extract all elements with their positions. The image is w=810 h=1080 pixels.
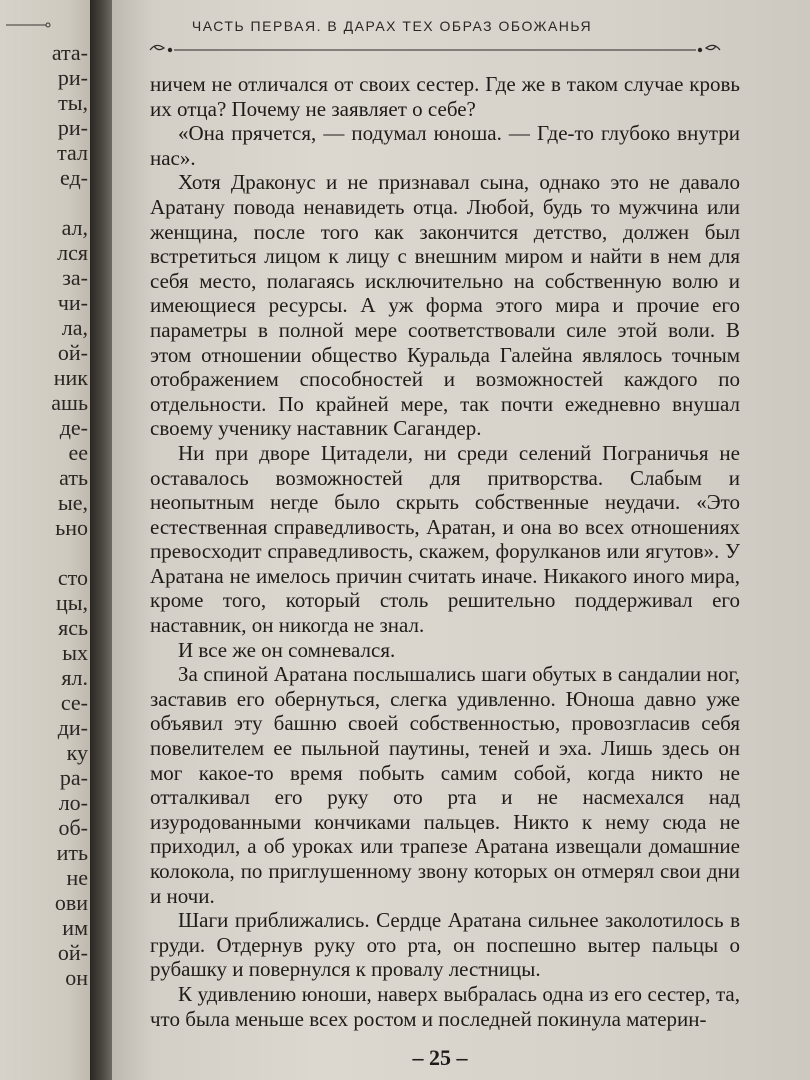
previous-page-line: не	[66, 865, 88, 890]
previous-page	[0, 0, 96, 1080]
previous-page-line: се-	[60, 690, 88, 715]
paragraph: Хотя Драконус и не признавал сына, однако это не давало Аратану повода ненавидеть отца. Любой, будь то мужчина или женщина, после того как закончится детство, должен был встретиться лицом к лицу с внешним миром и найти в нем для себя место, полагаясь исключительно на собственную волю и имеющиеся ресурсы. А уж форма этого мира и прочие его параметры в полной мере соответствовали силе этой воли. В этом отношении общество Куральда Галейна являлось точным отображением способностей и возможностей каждого по отдельности. По крайней мере, так почти ежедневно внушал своему ученику наставник Сагандер.	[150, 170, 740, 441]
previous-page-line: ови	[54, 890, 88, 915]
previous-page-line: ра-	[59, 765, 88, 790]
previous-page-line: ьно	[55, 515, 88, 540]
previous-page-line: ой-	[57, 940, 88, 965]
body-text	[150, 72, 740, 1031]
previous-page-line: за-	[62, 265, 88, 290]
previous-page-line: ее	[68, 440, 88, 465]
running-head: ЧАСТЬ ПЕРВАЯ. В ДАРАХ ТЕХ ОБРАЗ ОБОЖАНЬЯ	[191, 18, 593, 34]
previous-page-line: чи-	[57, 290, 88, 315]
previous-page-line: ясь	[58, 615, 88, 640]
paragraph: И все же он сомневался.	[178, 637, 396, 662]
previous-page-line: ри-	[57, 115, 88, 140]
previous-page-line: сто	[57, 565, 88, 590]
ornament-rule-icon	[140, 38, 730, 62]
previous-page-line: ри-	[57, 65, 88, 90]
previous-page-line: ать	[59, 465, 88, 490]
page-number: – 25 –	[412, 1045, 468, 1070]
previous-page-line: ата-	[51, 40, 88, 65]
previous-page-line: ди-	[57, 715, 88, 740]
previous-page-line: он	[65, 965, 88, 990]
previous-page-line: ло-	[58, 790, 88, 815]
ornament-left-icon	[6, 22, 52, 28]
previous-page-line: ник	[53, 365, 88, 390]
paragraph: Шаги приближались. Сердце Аратана сильнее заколотилось в груди. Отдернув руку ото рта, он поспешно вытер пальцы о рубашку и повернулся к провалу лестницы.	[150, 908, 740, 982]
paragraph: «Она прячется, — подумал юноша. — Где-то глубоко внутри нас».	[150, 121, 740, 170]
previous-page-line: де-	[59, 415, 88, 440]
previous-page-line: ял.	[61, 665, 88, 690]
previous-page-line: тал	[57, 140, 88, 165]
previous-page-line: ты,	[58, 90, 88, 115]
previous-page-line: об-	[58, 815, 88, 840]
previous-page-line: им	[62, 915, 88, 940]
paragraph: Ни при дворе Цитадели, ни среди селений Пограничья не оставалось возможностей для притворства. Слабым и неопытным негде было скрыть собственные неудачи. «Это естественная справедливость, Аратан, и она во всех отношениях превосходит справедливость, скажем, форулканов или ягутов». У Аратана не имелось причин считать иначе. Никакого иного мира, кроме того, который столь решительно поддерживал его наставник, он никогда не знал.	[150, 440, 740, 638]
paragraph: К удивлению юноши, наверх выбралась одна из его сестер, та, что была меньше всех ростом и последней покинула материн-	[150, 981, 740, 1031]
paragraph: ничем не отличался от своих сестер. Где же в таком случае кровь их отца? Почему не заявляет о себе?	[150, 72, 740, 121]
previous-page-line: лся	[57, 240, 88, 265]
paragraph: За спиной Аратана послышались шаги обутых в сандалии ног, заставив его обернуться, слегка удивленно. Юноша давно уже объявил эту башню своей собственностью, провозгласив себя повелителем ее пыльной паутины, теней и эха. Лишь здесь он мог какое-то время побыть самим собой, когда никто не отталкивал его руку ото рта и не насмехался над изуродованными кончиками пальцев. Никто к нему сюда не приходил, а об уроках или трапезе Аратана извещали домашние колокола, по приглушенному звону которых он отмерял свои дни и ночи.	[150, 662, 740, 908]
previous-page-line: ашь	[51, 390, 88, 415]
previous-page-line: ла,	[61, 315, 88, 340]
previous-page-line: цы,	[55, 590, 88, 615]
previous-page-line: ку	[66, 740, 88, 765]
previous-page-line: ал,	[61, 215, 88, 240]
previous-page-line: ить	[56, 840, 88, 865]
previous-page-line: ые,	[57, 490, 88, 515]
previous-page-line: ых	[62, 640, 88, 665]
previous-page-line: ед-	[60, 165, 88, 190]
previous-page-line: ой-	[57, 340, 88, 365]
